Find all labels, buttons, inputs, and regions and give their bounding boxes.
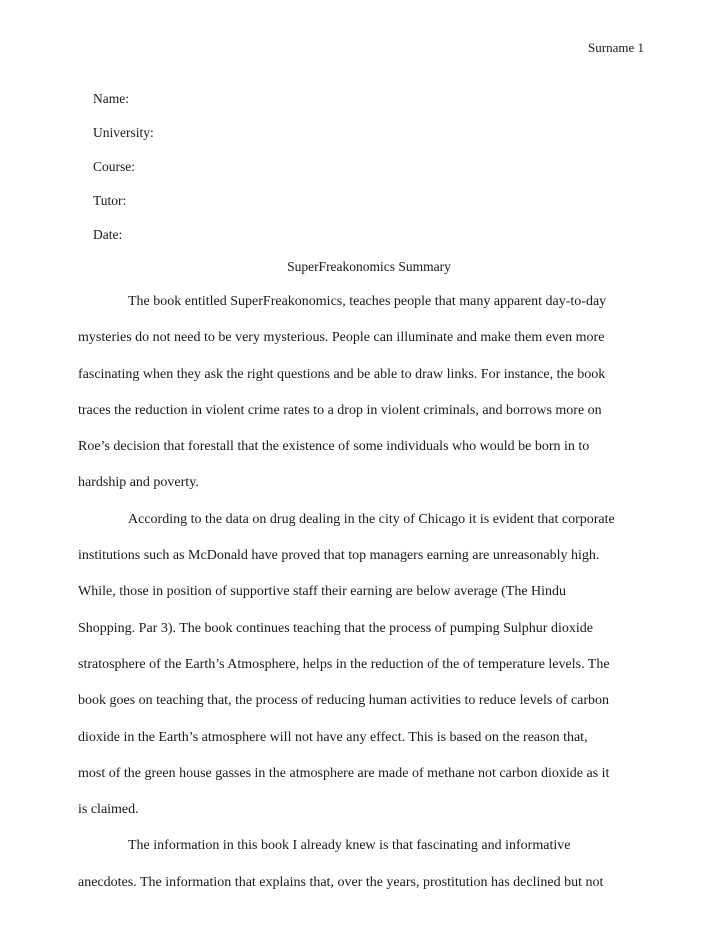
paragraph-line: dioxide in the Earth’s atmosphere will not have any effect. This is based on the reason that, [78,729,588,745]
paragraph-line: While, those in position of supportive staff their earning are below average (The Hindu [78,584,567,600]
paragraph-line: book goes on teaching that, the process of reducing human activities to reduce levels of carbon [78,693,610,709]
running-head: Surname 1 [588,40,644,55]
heading-course: Course: [93,159,135,174]
paragraph-line: is claimed. [78,802,139,818]
paragraph-line: The information in this book I already knew is that fascinating and informative [128,838,571,854]
paragraph [78,828,650,901]
paragraph [78,284,650,502]
paragraph-line: Shopping. Par 3). The book continues teaching that the process of pumping Sulphur dioxide [78,620,593,636]
heading-date: Date: [93,227,123,242]
paragraph-line: mysteries do not need to be very mysterious. People can illuminate and make them even more [78,330,605,346]
heading-tutor: Tutor: [93,193,127,208]
body-text [78,284,650,901]
paragraph-line: most of the green house gasses in the atmosphere are made of methane not carbon dioxide as it [78,765,610,781]
paragraph [78,502,650,829]
paragraph-line: traces the reduction in violent crime rates to a drop in violent criminals, and borrows more on [78,402,602,418]
heading-name: Name: [93,91,129,106]
heading-university: University: [93,125,154,140]
paragraph-line: fascinating when they ask the right questions and be able to draw links. For instance, the book [78,366,606,382]
paragraph-line: stratosphere of the Earth’s Atmosphere, helps in the reduction of the of temperature levels. The [78,656,610,672]
document-title: SuperFreakonomics Summary [287,259,451,274]
paragraph-line: anecdotes. The information that explains that, over the years, prostitution has declined but not [78,874,604,890]
paragraph-line: hardship and poverty. [78,475,199,491]
heading-block [93,88,154,258]
paragraph-line: institutions such as McDonald have proved that top managers earning are unreasonably high. [78,548,600,564]
paragraph-line: According to the data on drug dealing in the city of Chicago it is evident that corporate [128,511,615,527]
paragraph-line: The book entitled SuperFreakonomics, teaches people that many apparent day-to-day [128,294,607,309]
paragraph-line: Roe’s decision that forestall that the existence of some individuals who would be born in to [78,439,590,455]
